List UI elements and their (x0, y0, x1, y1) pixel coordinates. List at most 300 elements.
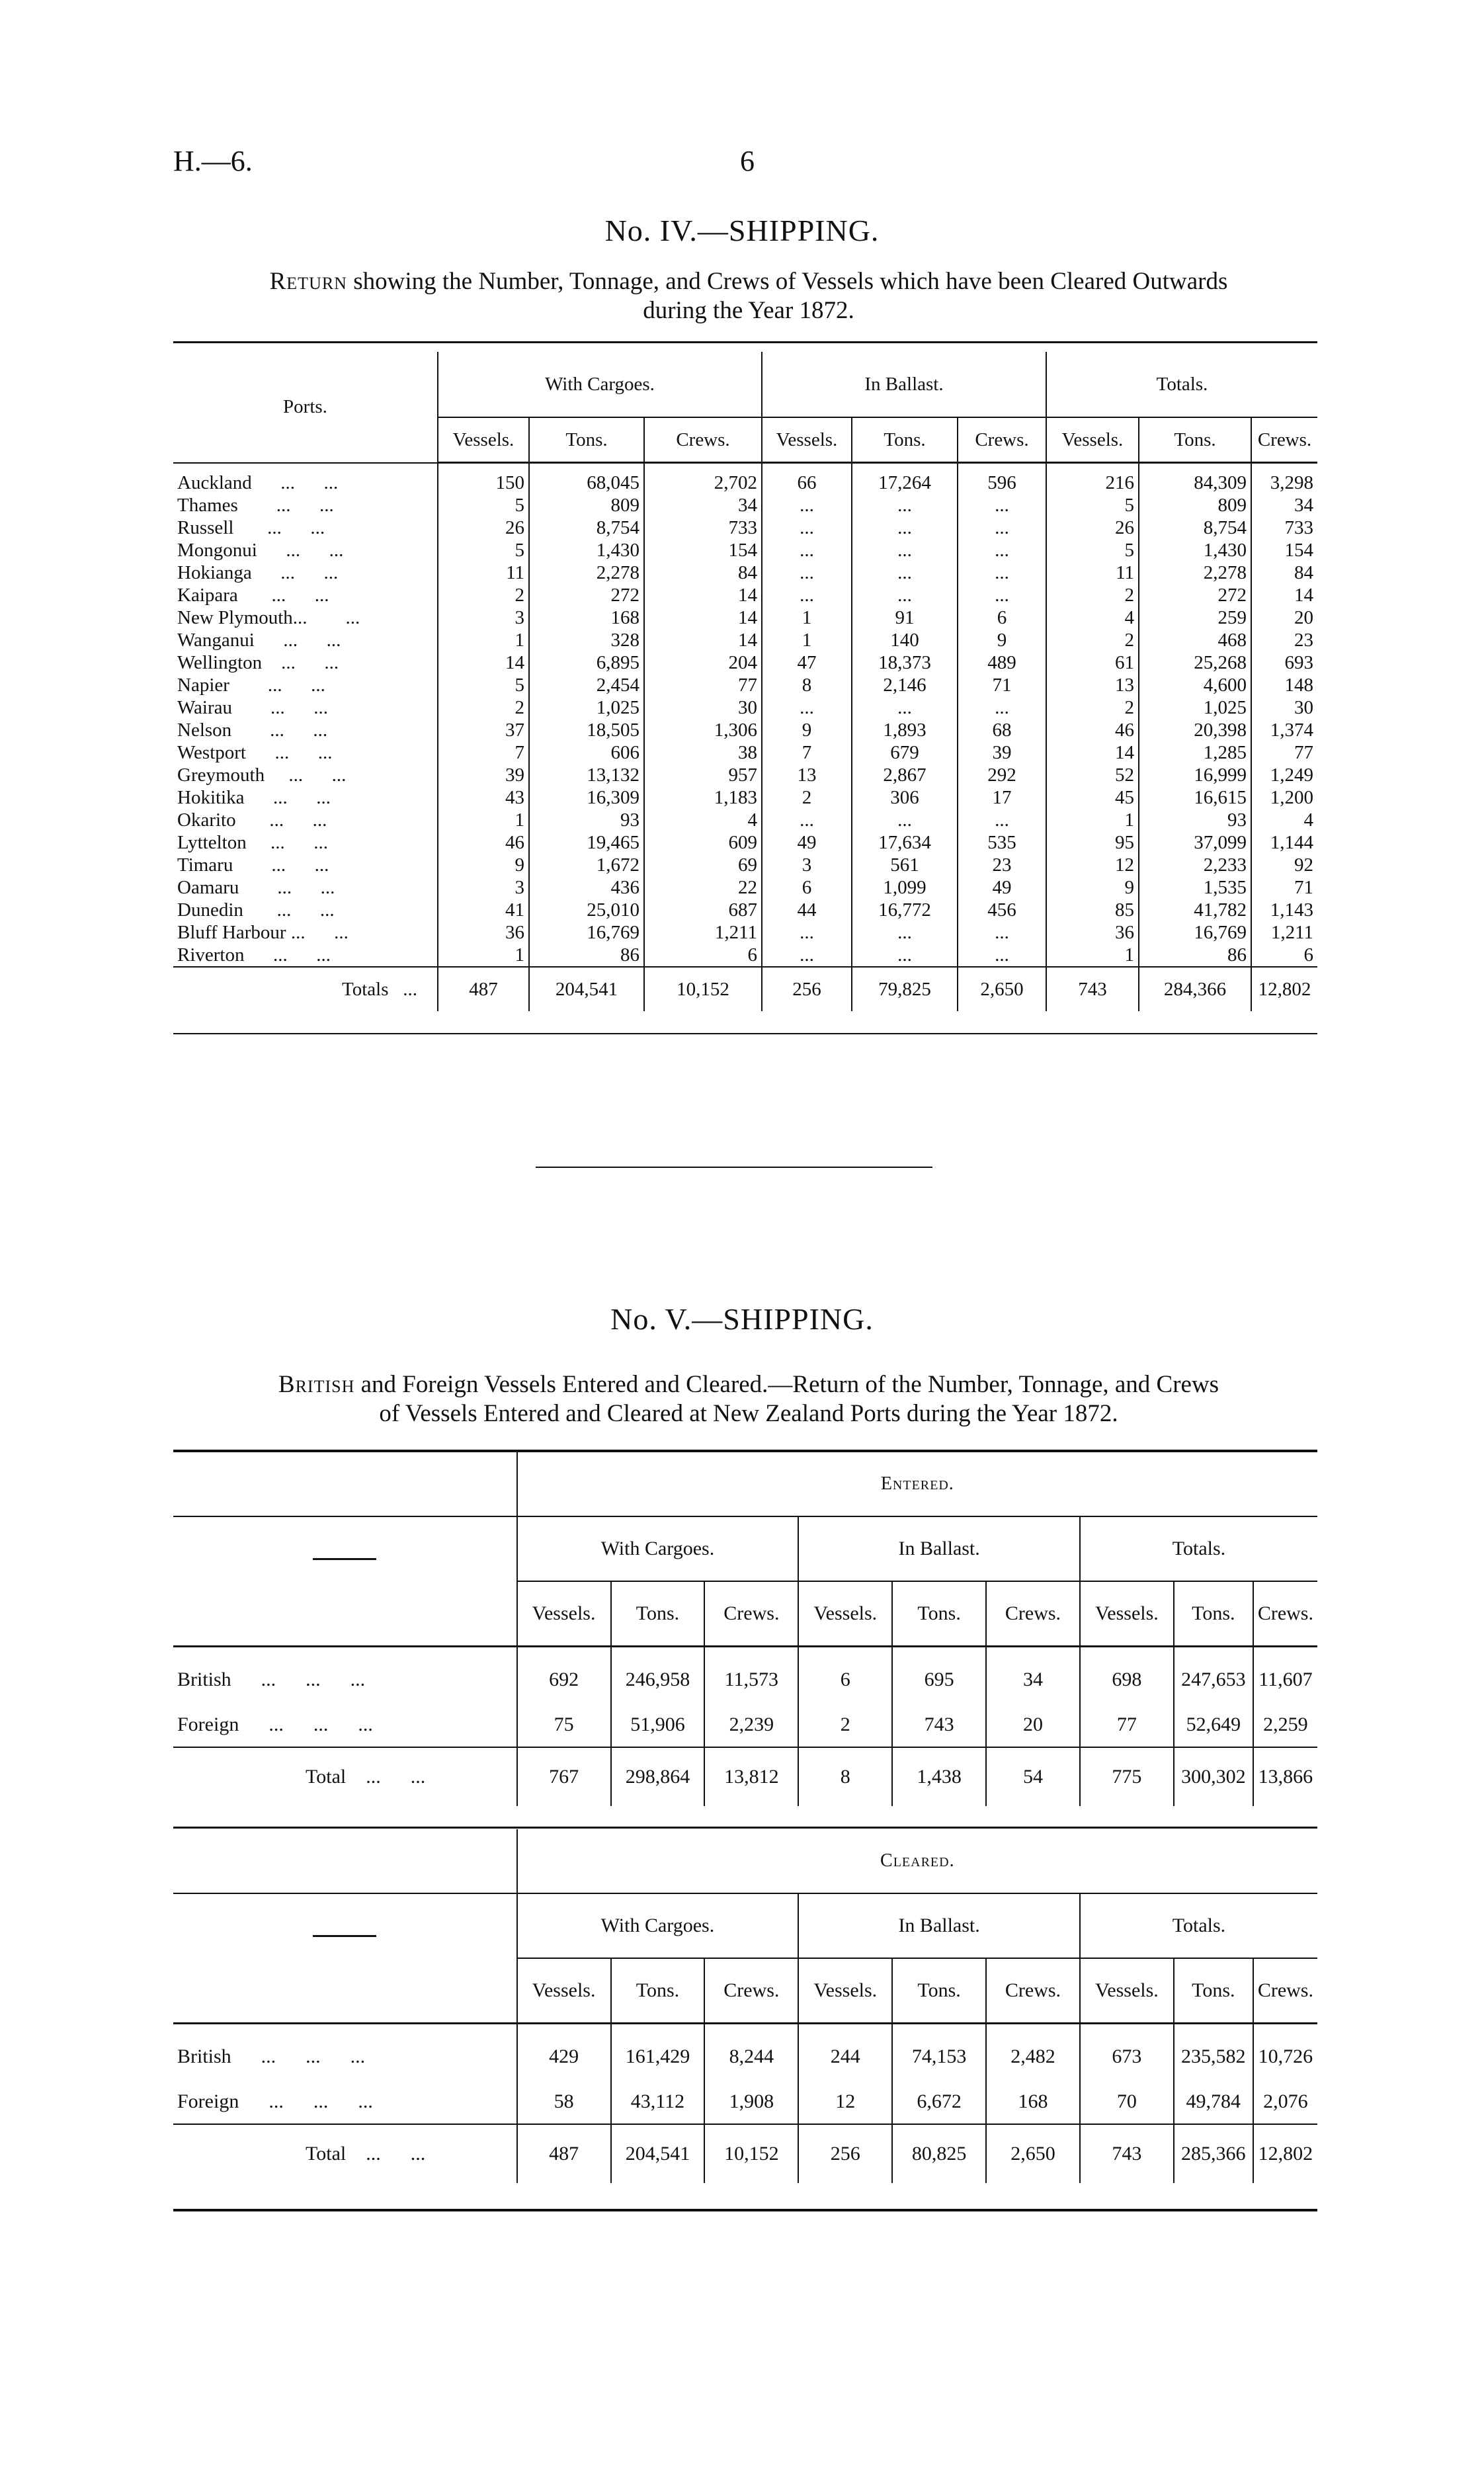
table-cell: 17,634 (852, 831, 958, 854)
col-header: Tons. (892, 1581, 986, 1647)
port-name: Auckland ... ... (177, 472, 339, 493)
table-cell: 34 (1251, 494, 1317, 516)
port-name: Hokianga ... ... (177, 562, 339, 583)
table-cell: 1,143 (1251, 899, 1317, 921)
table-cell: 46 (1046, 719, 1139, 741)
col-header: Crews. (644, 417, 762, 463)
table-row (173, 539, 1317, 561)
table-cell: 809 (529, 494, 644, 516)
group-header: With Cargoes. (517, 1893, 799, 1958)
group-header: Totals. (1080, 1893, 1317, 1958)
totals-cell: 767 (517, 1747, 611, 1806)
table-cell: 1,200 (1251, 786, 1317, 809)
header-row (173, 1516, 1317, 1581)
port-name: Dunedin ... ... (177, 899, 335, 921)
table-cell: 957 (644, 764, 762, 786)
table-cell: 292 (958, 764, 1046, 786)
table-heading: Cleared. (517, 1829, 1317, 1893)
totals-cell: 487 (438, 967, 529, 1011)
table-cell: 328 (529, 629, 644, 651)
table-cell: 429 (517, 2024, 611, 2081)
table-cell: 51,906 (611, 1703, 705, 1747)
col-header: Crews. (1253, 1958, 1317, 2024)
totals-cell: 13,866 (1253, 1747, 1317, 1806)
table-cell: 30 (1251, 696, 1317, 719)
table-cell: 13,132 (529, 764, 644, 786)
table-cell: 5 (1046, 494, 1139, 516)
table-cell: ... (852, 921, 958, 944)
table-cell: 44 (762, 899, 852, 921)
table-row (173, 606, 1317, 629)
table-cell: 6 (644, 944, 762, 967)
table-row (173, 786, 1317, 809)
blank-header (173, 1893, 517, 2024)
table-cell: 1,144 (1251, 831, 1317, 854)
table-cell: ... (762, 584, 852, 606)
table-cell: 733 (644, 516, 762, 539)
table-row (173, 854, 1317, 876)
table-cell: ... (958, 561, 1046, 584)
table-cell: 535 (958, 831, 1046, 854)
table-row (173, 696, 1317, 719)
table-cell: 36 (438, 921, 529, 944)
table-cell: 5 (438, 539, 529, 561)
port-name: Timaru ... ... (177, 854, 329, 876)
port-name: Lyttelton ... ... (177, 832, 328, 853)
col-header: Crews. (1251, 417, 1317, 463)
table-cell: 489 (958, 651, 1046, 674)
table-cell: 2,146 (852, 674, 958, 696)
table-row (173, 899, 1317, 921)
table-cell: 2,233 (1139, 854, 1251, 876)
row-label: Foreign ... ... ... (177, 2090, 373, 2112)
dash-mark (313, 1935, 376, 1937)
rule (173, 1827, 1317, 1829)
table-cell: 2,454 (529, 674, 644, 696)
table-cell: 6,895 (529, 651, 644, 674)
totals-cell: 298,864 (611, 1747, 705, 1806)
table-cell: 69 (644, 854, 762, 876)
col-header: Tons. (1174, 1958, 1253, 2024)
table-cell: 8,244 (704, 2024, 798, 2081)
table-cell: 11 (438, 561, 529, 584)
table-cell: 1 (438, 629, 529, 651)
table-cell: 168 (986, 2080, 1080, 2124)
totals-cell: 743 (1046, 967, 1139, 1011)
table-cell: 45 (1046, 786, 1139, 809)
table-cell: 743 (892, 1703, 986, 1747)
table-cell: 1 (1046, 944, 1139, 967)
subtitle-line-2: during the Year 1872. (643, 297, 854, 324)
table-cell: 14 (1046, 741, 1139, 764)
totals-row (173, 967, 1317, 1011)
table-cell: ... (762, 696, 852, 719)
table-row (173, 921, 1317, 944)
table-cell: 12 (1046, 854, 1139, 876)
table-cell: ... (958, 539, 1046, 561)
table-cell: 25,010 (529, 899, 644, 921)
totals-cell: 10,152 (644, 967, 762, 1011)
port-name: Mongonui ... ... (177, 540, 344, 561)
table-cell: 6 (762, 876, 852, 899)
page-number: 6 (740, 145, 755, 177)
table-cell: 1 (762, 606, 852, 629)
table-cell: 49 (958, 876, 1046, 899)
table-cell: 161,429 (611, 2024, 705, 2081)
table-cell: 148 (1251, 674, 1317, 696)
table-cell: 49,784 (1174, 2080, 1253, 2124)
table-cell: 12 (798, 2080, 892, 2124)
table-cell: 1,183 (644, 786, 762, 809)
blank-header (173, 1516, 517, 1647)
col-header: Vessels. (1080, 1581, 1174, 1647)
table-cell: 695 (892, 1647, 986, 1704)
port-name: Nelson ... ... (177, 720, 328, 741)
table-row (173, 561, 1317, 584)
table-cell: 23 (958, 854, 1046, 876)
table-cell: ... (852, 584, 958, 606)
totals-cell: 256 (798, 2124, 892, 2183)
table-cell: ... (958, 584, 1046, 606)
table-cell: 92 (1251, 854, 1317, 876)
table-cell: ... (762, 539, 852, 561)
table-cell: 34 (986, 1647, 1080, 1704)
table-cell: 34 (644, 494, 762, 516)
totals-cell: 2,650 (986, 2124, 1080, 2183)
table-cell: 16,309 (529, 786, 644, 809)
table-cell: 2 (1046, 629, 1139, 651)
col-header: Vessels. (517, 1581, 611, 1647)
table-cell: 7 (438, 741, 529, 764)
table-cell: 6 (1251, 944, 1317, 967)
table-cell: 272 (529, 584, 644, 606)
entered-table (173, 1452, 1317, 1806)
table-cell: ... (762, 561, 852, 584)
table-row (173, 2080, 1317, 2124)
port-name: Okarito ... ... (177, 809, 327, 831)
table-cell: 93 (529, 809, 644, 831)
table-cell: 91 (852, 606, 958, 629)
col-header: Vessels. (798, 1581, 892, 1647)
table-cell: 1,249 (1251, 764, 1317, 786)
port-name: Wairau ... ... (177, 697, 329, 718)
table-cell: ... (958, 944, 1046, 967)
table-cell: ... (762, 921, 852, 944)
table-cell: 5 (1046, 539, 1139, 561)
table-cell: 259 (1139, 606, 1251, 629)
totals-cell: 204,541 (611, 2124, 705, 2183)
table-cell: 47 (762, 651, 852, 674)
table-cell: 168 (529, 606, 644, 629)
table-cell: 23 (1251, 629, 1317, 651)
table-cell: 733 (1251, 516, 1317, 539)
table-cell: 1,430 (529, 539, 644, 561)
table-cell: 436 (529, 876, 644, 899)
table-cell: 4,600 (1139, 674, 1251, 696)
table-row (173, 764, 1317, 786)
table-cell: 2 (438, 696, 529, 719)
port-name: Bluff Harbour ... ... (177, 922, 349, 943)
table-cell: 1,211 (1251, 921, 1317, 944)
table-cell: ... (958, 494, 1046, 516)
table-cell: ... (852, 516, 958, 539)
table-cell: 19,465 (529, 831, 644, 854)
col-header: Vessels. (1046, 417, 1139, 463)
blank-header (173, 1452, 517, 1516)
table-cell: 71 (1251, 876, 1317, 899)
group-header: In Ballast. (798, 1893, 1080, 1958)
blank-header (173, 1829, 517, 1893)
table-cell: 1,374 (1251, 719, 1317, 741)
table-cell: 2,702 (644, 463, 762, 495)
table-cell: 11,607 (1253, 1647, 1317, 1704)
table-cell: 77 (1251, 741, 1317, 764)
table-cell: 16,615 (1139, 786, 1251, 809)
table-cell: 25,268 (1139, 651, 1251, 674)
table-cell: ... (852, 809, 958, 831)
document-reference: H.—6. (173, 145, 253, 177)
col-header: Vessels. (1080, 1958, 1174, 2024)
table-cell: 20 (1251, 606, 1317, 629)
totals-label: Total ... ... (173, 1747, 517, 1806)
table-row (173, 1703, 1317, 1747)
table-cell: 2,278 (1139, 561, 1251, 584)
table-cell: 246,958 (611, 1647, 705, 1704)
table-cell: 244 (798, 2024, 892, 2081)
table-cell: 74,153 (892, 2024, 986, 2081)
col-header: Tons. (852, 417, 958, 463)
table-cell: 306 (852, 786, 958, 809)
table-cell: 8,754 (1139, 516, 1251, 539)
table-cell: 11 (1046, 561, 1139, 584)
table-cell: 26 (1046, 516, 1139, 539)
table-cell: 41,782 (1139, 899, 1251, 921)
table-cell: 692 (517, 1647, 611, 1704)
table-cell: 16,769 (529, 921, 644, 944)
section-iv-subtitle (173, 267, 1324, 325)
table-cell: 1 (438, 944, 529, 967)
table-cell: 2,278 (529, 561, 644, 584)
table-row (173, 651, 1317, 674)
col-header: Vessels. (438, 417, 529, 463)
totals-cell: 256 (762, 967, 852, 1011)
table-row (173, 629, 1317, 651)
table-cell: 561 (852, 854, 958, 876)
table-cell: 1,285 (1139, 741, 1251, 764)
section-iv-title: No. IV.—SHIPPING. (604, 214, 880, 247)
table-cell: ... (958, 516, 1046, 539)
subtitle-line-1: and Foreign Vessels Entered and Cleared.—Return of the Number, Tonnage, and Crews (360, 1371, 1219, 1398)
table-cell: 1 (438, 809, 529, 831)
dash-mark (313, 1558, 376, 1560)
table-cell: 4 (644, 809, 762, 831)
table-cell: 20,398 (1139, 719, 1251, 741)
table-cell: ... (958, 921, 1046, 944)
table-row (173, 674, 1317, 696)
table-cell: 1,672 (529, 854, 644, 876)
table-cell: 49 (762, 831, 852, 854)
table-cell: 2 (438, 584, 529, 606)
table-cell: 1 (762, 629, 852, 651)
totals-cell: 54 (986, 1747, 1080, 1806)
subtitle-line-1: showing the Number, Tonnage, and Crews of Vessels which have been Cleared Outwards (353, 268, 1228, 295)
table-row (173, 494, 1317, 516)
table-cell: 38 (644, 741, 762, 764)
table-cell: 9 (958, 629, 1046, 651)
totals-cell: 285,366 (1174, 2124, 1253, 2183)
table-cell: 456 (958, 899, 1046, 921)
table-cell: 10,726 (1253, 2024, 1317, 2081)
table-cell: 154 (644, 539, 762, 561)
table-cell: 9 (1046, 876, 1139, 899)
port-name: Westport ... ... (177, 742, 333, 763)
table-cell: 14 (1251, 584, 1317, 606)
table-row (173, 831, 1317, 854)
table-cell: 2 (1046, 696, 1139, 719)
table-cell: 18,373 (852, 651, 958, 674)
subtitle-lead: Return (269, 268, 347, 295)
table-heading: Entered. (517, 1452, 1317, 1516)
table-cell: 84 (644, 561, 762, 584)
group-header: In Ballast. (762, 352, 1046, 417)
totals-cell: 79,825 (852, 967, 958, 1011)
totals-label: Totals ... (173, 967, 438, 1011)
table-cell: 2,867 (852, 764, 958, 786)
table-cell: 30 (644, 696, 762, 719)
port-name: Riverton ... ... (177, 944, 331, 966)
table-cell: 1,099 (852, 876, 958, 899)
table-cell: 16,999 (1139, 764, 1251, 786)
section-divider (536, 1167, 932, 1168)
header-row (173, 1893, 1317, 1958)
table-cell: 39 (438, 764, 529, 786)
table-cell: 52 (1046, 764, 1139, 786)
table-cell: 77 (644, 674, 762, 696)
table-cell: ... (762, 516, 852, 539)
table-cell: 5 (438, 494, 529, 516)
table-cell: 18,505 (529, 719, 644, 741)
col-header: Crews. (986, 1581, 1080, 1647)
totals-cell: 300,302 (1174, 1747, 1253, 1806)
table-cell: 37 (438, 719, 529, 741)
group-header: Totals. (1046, 352, 1317, 417)
table-cell: 150 (438, 463, 529, 495)
table-cell: 2,259 (1253, 1703, 1317, 1747)
col-header: Tons. (611, 1958, 705, 2024)
table-cell: 77 (1080, 1703, 1174, 1747)
table-cell: 606 (529, 741, 644, 764)
cleared-outwards-table (173, 352, 1317, 1011)
table-cell: 8 (762, 674, 852, 696)
table-row (173, 1647, 1317, 1704)
table-cell: 9 (762, 719, 852, 741)
totals-cell: 204,541 (529, 967, 644, 1011)
table-cell: 70 (1080, 2080, 1174, 2124)
table-cell: 93 (1139, 809, 1251, 831)
totals-cell: 80,825 (892, 2124, 986, 2183)
table-cell: 1,430 (1139, 539, 1251, 561)
table-row (173, 2024, 1317, 2081)
port-name: Russell ... ... (177, 517, 325, 538)
table-cell: 679 (852, 741, 958, 764)
table-cell: 140 (852, 629, 958, 651)
table-cell: 272 (1139, 584, 1251, 606)
table-cell: 95 (1046, 831, 1139, 854)
table-cell: 58 (517, 2080, 611, 2124)
table-row (173, 463, 1317, 495)
table-cell: 247,653 (1174, 1647, 1253, 1704)
col-header: Tons. (1139, 417, 1251, 463)
totals-cell: 2,650 (958, 967, 1046, 1011)
table-cell: 2 (1046, 584, 1139, 606)
table-cell: 37,099 (1139, 831, 1251, 854)
table-cell: ... (852, 561, 958, 584)
table-cell: 14 (644, 584, 762, 606)
table-row (173, 719, 1317, 741)
table-cell: ... (762, 494, 852, 516)
table-cell: 17 (958, 786, 1046, 809)
section-v-subtitle (173, 1370, 1324, 1428)
table-row (173, 584, 1317, 606)
table-cell: 1,025 (1139, 696, 1251, 719)
port-name: New Plymouth... ... (177, 607, 360, 628)
table-cell: 85 (1046, 899, 1139, 921)
col-header: Crews. (1253, 1581, 1317, 1647)
table-cell: 1,535 (1139, 876, 1251, 899)
table-cell: 86 (1139, 944, 1251, 967)
table-cell: 6 (798, 1647, 892, 1704)
table-cell: 4 (1046, 606, 1139, 629)
col-header: Crews. (986, 1958, 1080, 2024)
table-cell: 2,482 (986, 2024, 1080, 2081)
totals-row (173, 2124, 1317, 2183)
totals-cell: 13,812 (704, 1747, 798, 1806)
table-cell: 2 (798, 1703, 892, 1747)
table-cell: 1,893 (852, 719, 958, 741)
port-name: Kaipara ... ... (177, 585, 329, 606)
table-cell: 4 (1251, 809, 1317, 831)
table-cell: 75 (517, 1703, 611, 1747)
col-header: Tons. (529, 417, 644, 463)
table-cell: 693 (1251, 651, 1317, 674)
table-cell: 6,672 (892, 2080, 986, 2124)
table-cell: 43,112 (611, 2080, 705, 2124)
ports-header: Ports. (173, 352, 438, 463)
port-name: Hokitika ... ... (177, 787, 331, 808)
header-row (173, 1829, 1317, 1893)
table-cell: ... (852, 696, 958, 719)
rule (173, 2209, 1317, 2211)
table-cell: ... (852, 494, 958, 516)
table-cell: 698 (1080, 1647, 1174, 1704)
cleared-table (173, 1829, 1317, 2183)
table-cell: 16,769 (1139, 921, 1251, 944)
table-cell: 86 (529, 944, 644, 967)
table-cell: 43 (438, 786, 529, 809)
col-header: Tons. (611, 1581, 705, 1647)
table-cell: 2 (762, 786, 852, 809)
row-label: British ... ... ... (173, 1647, 517, 1704)
table-cell: 22 (644, 876, 762, 899)
table-cell: 3 (762, 854, 852, 876)
group-header: In Ballast. (798, 1516, 1080, 1581)
table-cell: 61 (1046, 651, 1139, 674)
table-cell: 204 (644, 651, 762, 674)
table-cell: 1,211 (644, 921, 762, 944)
table-cell: 39 (958, 741, 1046, 764)
table-cell: 17,264 (852, 463, 958, 495)
group-header: With Cargoes. (438, 352, 762, 417)
